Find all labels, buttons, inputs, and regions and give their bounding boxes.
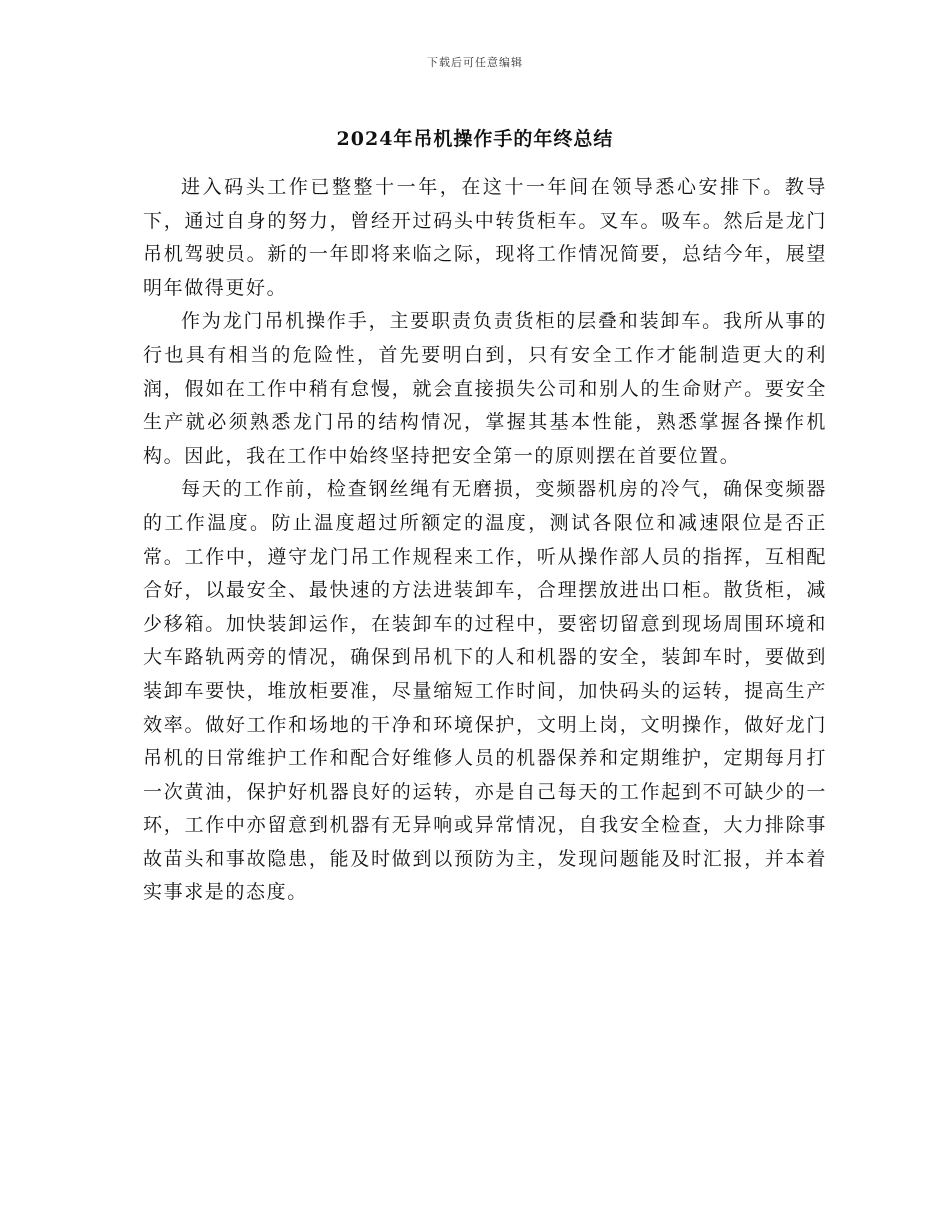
header-note: 下载后可任意编辑 [427, 56, 523, 69]
document-title: 2024年吊机操作手的年终总结 [336, 128, 614, 150]
paragraph: 作为龙门吊机操作手，主要职责负责货柜的层叠和装卸车。我所从事的行也具有相当的危险性，首先要明白到，只有安全工作才能制造更大的利润，假如在工作中稍有怠慢，就会直接损失公司和别人的生命财产。要安全生产就必须熟悉龙门吊的结构情况，掌握其基本性能，熟悉掌握各操作机构。因此，我在工作中始终坚持把安全第一的原则摆在首要位置。 [143, 310, 827, 467]
paragraph: 每天的工作前，检查钢丝绳有无磨损，变频器机房的冷气，确保变频器的工作温度。防止温度超过所额定的温度，测试各限位和减速限位是否正常。工作中，遵守龙门吊工作规程来工作，听从操作部人员的指挥，互相配合好，以最安全、最快速的方法进装卸车，合理摆放进出口柜。散货柜，减少移箱。加快装卸运作，在装卸车的过程中，要密切留意到现场周围环境和大车路轨两旁的情况，确保到吊机下的人和机器的安全，装卸车时，要做到装卸车要快，堆放柜要准，尽量缩短工作时间，加快码头的运转，提高生产效率。做好工作和场地的干净和环境保护，文明上岗，文明操作，做好龙门吊机的日常维护工作和配合好维修人员的机器保养和定期维护，定期每月打一次黄油，保护好机器良好的运转，亦是自己每天的工作起到不可缺少的一环，工作中亦留意到机器有无异响或异常情况，自我安全检查，大力排除事故苗头和事故隐患，能及时做到以预防为主，发现问题能及时汇报，并本着实事求是的态度。 [143, 478, 827, 904]
document-body [143, 171, 827, 910]
paragraph: 进入码头工作已整整十一年，在这十一年间在领导悉心安排下。教导下，通过自身的努力，曾经开过码头中转货柜车。叉车。吸车。然后是龙门吊机驾驶员。新的一年即将来临之际，现将工作情况简要，总结今年，展望明年做得更好。 [143, 176, 827, 299]
